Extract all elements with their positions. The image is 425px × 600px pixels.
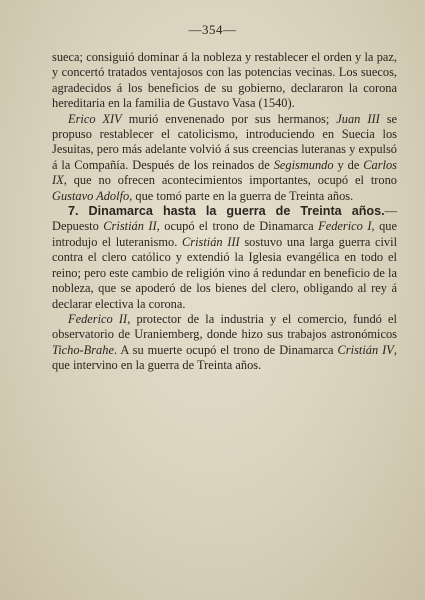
paragraph-federico-ii bbox=[52, 312, 397, 374]
text-run: , ocupó el trono de Dinamarca bbox=[156, 219, 319, 234]
italic-name: Cristián II bbox=[103, 219, 157, 234]
text-run: , que no ofrecen acontecimientos importantes, ocupó el trono bbox=[63, 173, 397, 188]
italic-name: Carlos IX bbox=[52, 157, 397, 188]
text-run: , que tomó parte en la guerra de Treinta años. bbox=[129, 188, 354, 203]
section-heading: 7. Dinamarca hasta la guerra de Treinta años. bbox=[68, 204, 385, 219]
text-run: , protector de la industria y el comercio, fundó el observatorio de Uraniemberg, donde hizo sus trabajos astronómicos bbox=[52, 311, 397, 342]
italic-name: Federico I bbox=[318, 219, 372, 234]
body-text bbox=[52, 50, 397, 374]
paragraph-sueca bbox=[52, 50, 397, 112]
text-run: y de bbox=[333, 157, 364, 172]
italic-name: Federico II bbox=[68, 311, 128, 326]
italic-name: Segismundo bbox=[273, 157, 334, 172]
text-run: se propuso restablecer el catolicismo, introduciendo en Suecia los Jesuitas, pero más adelante volvió á sus creencias luteranas y expulsó á la Compañía. Después de los reinados de bbox=[52, 111, 398, 172]
italic-name: Gustavo Adolfo bbox=[52, 188, 130, 203]
paragraph-erico-xiv bbox=[52, 112, 397, 204]
italic-name: Erico XIV bbox=[68, 111, 122, 126]
italic-name: Ticho-Brahe bbox=[52, 342, 114, 357]
text-run: sostuvo una larga guerra civil contra el clero católico y extendió la Iglesia evangélica en todo el reino; pero este cambio de religión vino á redundar en beneficio de la nobleza, que se apoderó de los bienes del clero, obligando al rey á declarar electiva la corona. bbox=[52, 234, 398, 311]
italic-name: Juan III bbox=[336, 111, 380, 126]
italic-name: Cristián III bbox=[182, 234, 240, 249]
page-number: —354— bbox=[188, 22, 237, 37]
text-run: . A su muerte ocupó el trono de Dinamarca bbox=[113, 342, 338, 357]
text-run: —Depuesto bbox=[52, 204, 397, 234]
text-run: sueca; consiguió dominar á la nobleza y restablecer el orden y la paz, y concertó tratados ventajosos con las potencias vecinas. Los suecos, agradecidos á los beneficios de su gobierno, declararon la corona hereditaria en la familia de Gustavo Vasa (1540). bbox=[52, 50, 397, 111]
text-run: , que introdujo el luteranismo. bbox=[52, 219, 397, 249]
italic-name: Cristián IV bbox=[337, 342, 394, 357]
text-run: , que intervino en la guerra de Treinta años. bbox=[52, 342, 397, 373]
paragraph-dinamarca-section bbox=[52, 204, 397, 312]
text-run: murió envenenado por sus hermanos; bbox=[121, 111, 337, 126]
